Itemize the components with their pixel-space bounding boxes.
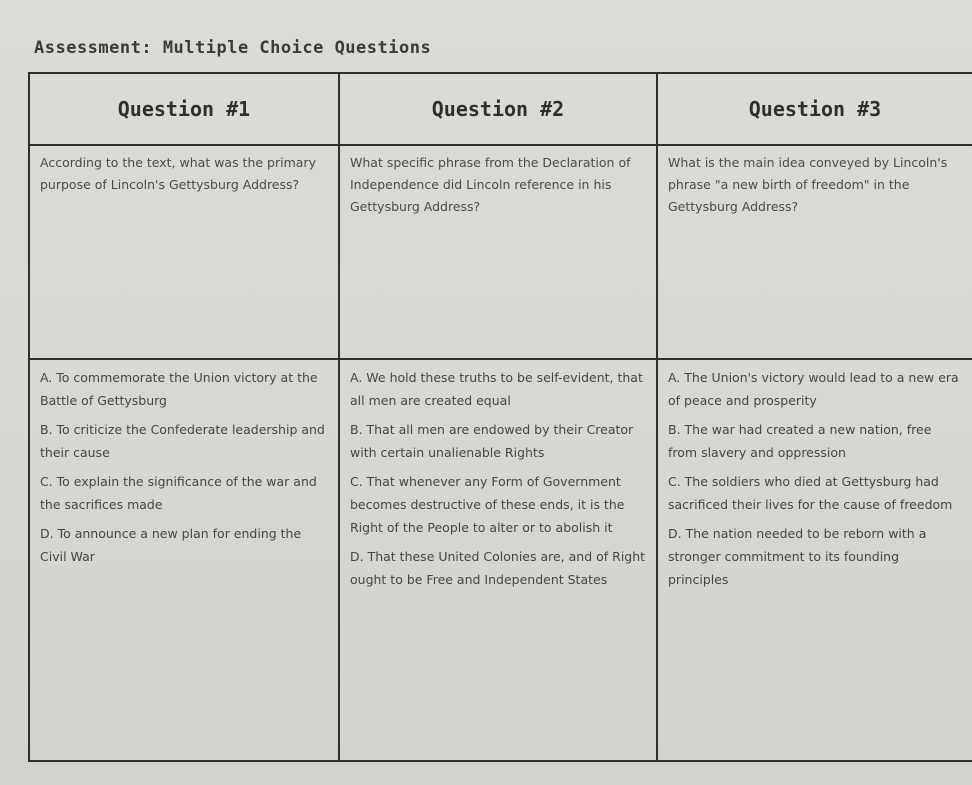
answers-row bbox=[29, 359, 972, 761]
q1-option-c[interactable]: C. To explain the significance of the war and the sacrifices made bbox=[40, 473, 317, 512]
question-1-prompt-cell bbox=[29, 145, 339, 359]
q1-option-d[interactable]: D. To announce a new plan for ending the Civil War bbox=[40, 525, 302, 564]
question-3-header: Question #3 bbox=[657, 73, 972, 145]
q1-option-b[interactable]: B. To criticize the Confederate leadership and their cause bbox=[40, 421, 325, 460]
q2-option-a[interactable]: A. We hold these truths to be self-evident, that all men are created equal bbox=[350, 369, 643, 408]
header-row bbox=[29, 73, 972, 145]
question-1-options bbox=[29, 359, 339, 761]
question-2-options bbox=[339, 359, 657, 761]
q3-option-d[interactable]: D. The nation needed to be reborn with a stronger commitment to its founding principles bbox=[668, 525, 927, 587]
q3-option-b[interactable]: B. The war had created a new nation, free from slavery and oppression bbox=[668, 421, 932, 460]
question-3-prompt-cell bbox=[657, 145, 972, 359]
prompt-row bbox=[29, 145, 972, 359]
q1-option-a[interactable]: A. To commemorate the Union victory at the Battle of Gettysburg bbox=[40, 369, 318, 408]
q2-option-b[interactable]: B. That all men are endowed by their Creator with certain unalienable Rights bbox=[350, 421, 634, 460]
question-2-prompt: What specific phrase from the Declaration of Independence did Lincoln reference in his Gettysburg Address? bbox=[350, 155, 631, 214]
worksheet-title: Assessment: Multiple Choice Questions bbox=[34, 38, 432, 58]
question-1-prompt: According to the text, what was the primary purpose of Lincoln's Gettysburg Address? bbox=[40, 155, 316, 192]
question-1-header: Question #1 bbox=[29, 73, 339, 145]
question-2-header: Question #2 bbox=[339, 73, 657, 145]
questions-table bbox=[28, 72, 972, 762]
question-3-options bbox=[657, 359, 972, 761]
question-3-prompt: What is the main idea conveyed by Lincoln's phrase "a new birth of freedom" in the Gettysburg Address? bbox=[668, 155, 948, 214]
q2-option-d[interactable]: D. That these United Colonies are, and of Right ought to be Free and Independent States bbox=[350, 548, 646, 587]
question-2-prompt-cell bbox=[339, 145, 657, 359]
q2-option-c[interactable]: C. That whenever any Form of Government becomes destructive of these ends, it is the Right of the People to alter or to abolish it bbox=[350, 473, 625, 535]
q3-option-a[interactable]: A. The Union's victory would lead to a new era of peace and prosperity bbox=[668, 369, 959, 408]
q3-option-c[interactable]: C. The soldiers who died at Gettysburg had sacrificed their lives for the cause of freedom bbox=[668, 473, 953, 512]
